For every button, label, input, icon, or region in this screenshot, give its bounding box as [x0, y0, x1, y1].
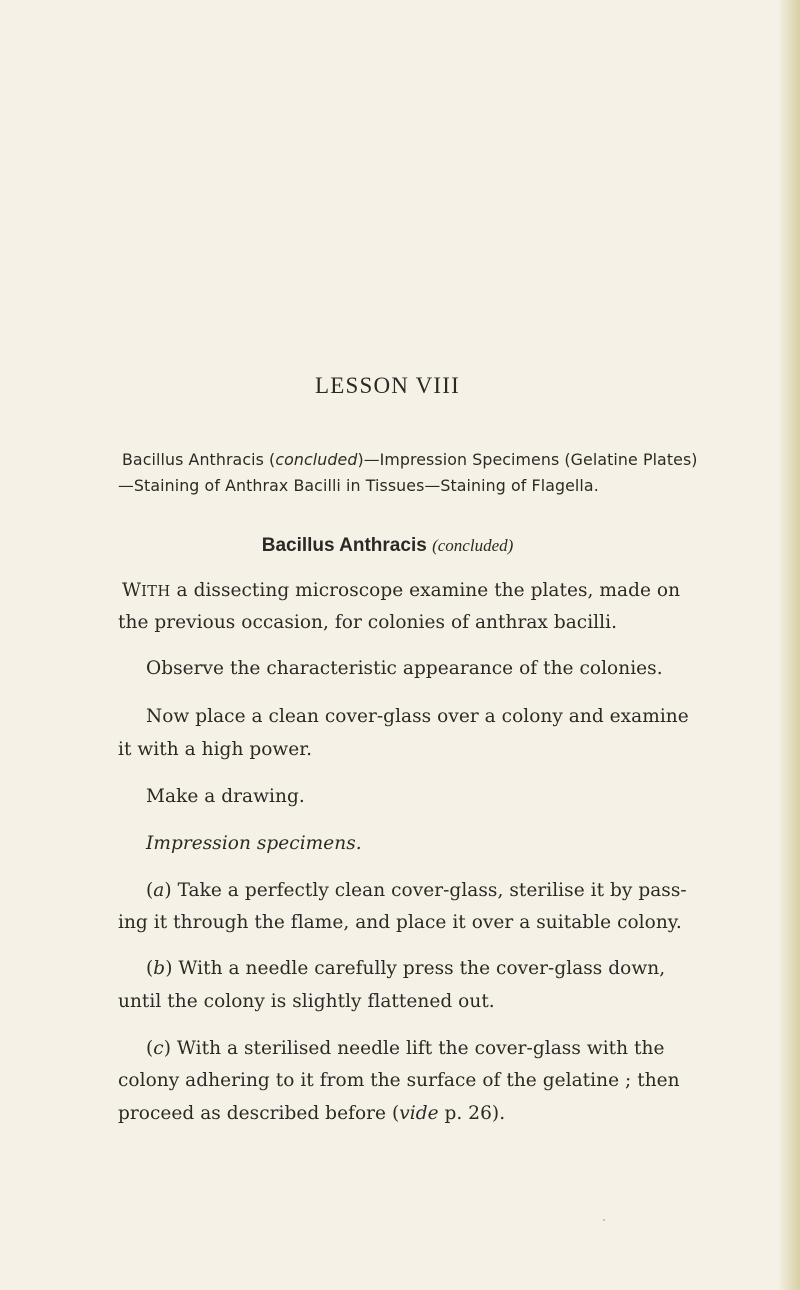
step-b-line-1: (b) With a needle carefully press the cover-glass down,: [146, 958, 666, 979]
paragraph-1-line-1: [122, 582, 680, 601]
section-heading-text: Bacillus Anthracis: [261, 535, 427, 556]
subheading-impression-specimens: Impression specimens.: [146, 833, 362, 854]
small-caps-word: ITH: [141, 584, 171, 600]
step-c-line-1: (c) With a sterilised needle lift the cover-glass with the: [146, 1038, 665, 1059]
drop-cap: W: [122, 580, 142, 601]
step-text: Take a perfectly clean cover-glass, sterilise it by pass-: [171, 880, 687, 901]
paragraph-3-line-2: it with a high power.: [118, 739, 313, 760]
step-text: p. 26).: [438, 1103, 506, 1124]
paragraph-2: Observe the characteristic appearance of the colonies.: [146, 658, 663, 679]
paragraph-3-line-1: Now place a clean cover-glass over a colony and examine: [146, 706, 689, 727]
lesson-summary-line-2: —Staining of Anthrax Bacilli in Tissues—Staining of Flagella.: [118, 476, 599, 495]
step-text: With a needle carefully press the cover-glass down,: [172, 958, 666, 979]
step-b-line-2: until the colony is slightly flattened out.: [118, 991, 495, 1012]
summary-text: )—Impression Specimens (Gelatine Plates): [357, 450, 698, 469]
summary-italic: concluded: [275, 450, 358, 469]
lesson-title: LESSON VIII: [314, 373, 461, 398]
page-edge-shadow: [778, 0, 800, 1290]
step-a-line-2: ing it through the flame, and place it over a suitable colony.: [118, 912, 682, 933]
paragraph-text: a dissecting microscope examine the plates, made on: [170, 580, 681, 601]
step-c-line-2: colony adhering to it from the surface of the gelatine ; then: [118, 1070, 680, 1091]
step-label: c: [153, 1038, 164, 1059]
section-heading-qualifier: (concluded): [432, 536, 514, 555]
paper-speck: [603, 1219, 605, 1221]
vide-italic: vide: [399, 1103, 439, 1124]
paragraph-1-line-2: the previous occasion, for colonies of anthrax bacilli.: [118, 612, 618, 633]
step-a-line-1: (a) Take a perfectly clean cover-glass, sterilise it by pass-: [146, 880, 687, 901]
step-label: a: [153, 880, 165, 901]
paragraph-4: Make a drawing.: [146, 786, 305, 807]
summary-text: Bacillus Anthracis (: [122, 450, 276, 469]
step-c-line-3: [118, 1105, 505, 1124]
step-text: proceed as described before (: [118, 1103, 400, 1124]
section-heading: [0, 536, 775, 555]
step-label: b: [153, 958, 166, 979]
lesson-summary-line-1: [122, 452, 698, 468]
step-text: With a sterilised needle lift the cover-glass with the: [170, 1038, 665, 1059]
